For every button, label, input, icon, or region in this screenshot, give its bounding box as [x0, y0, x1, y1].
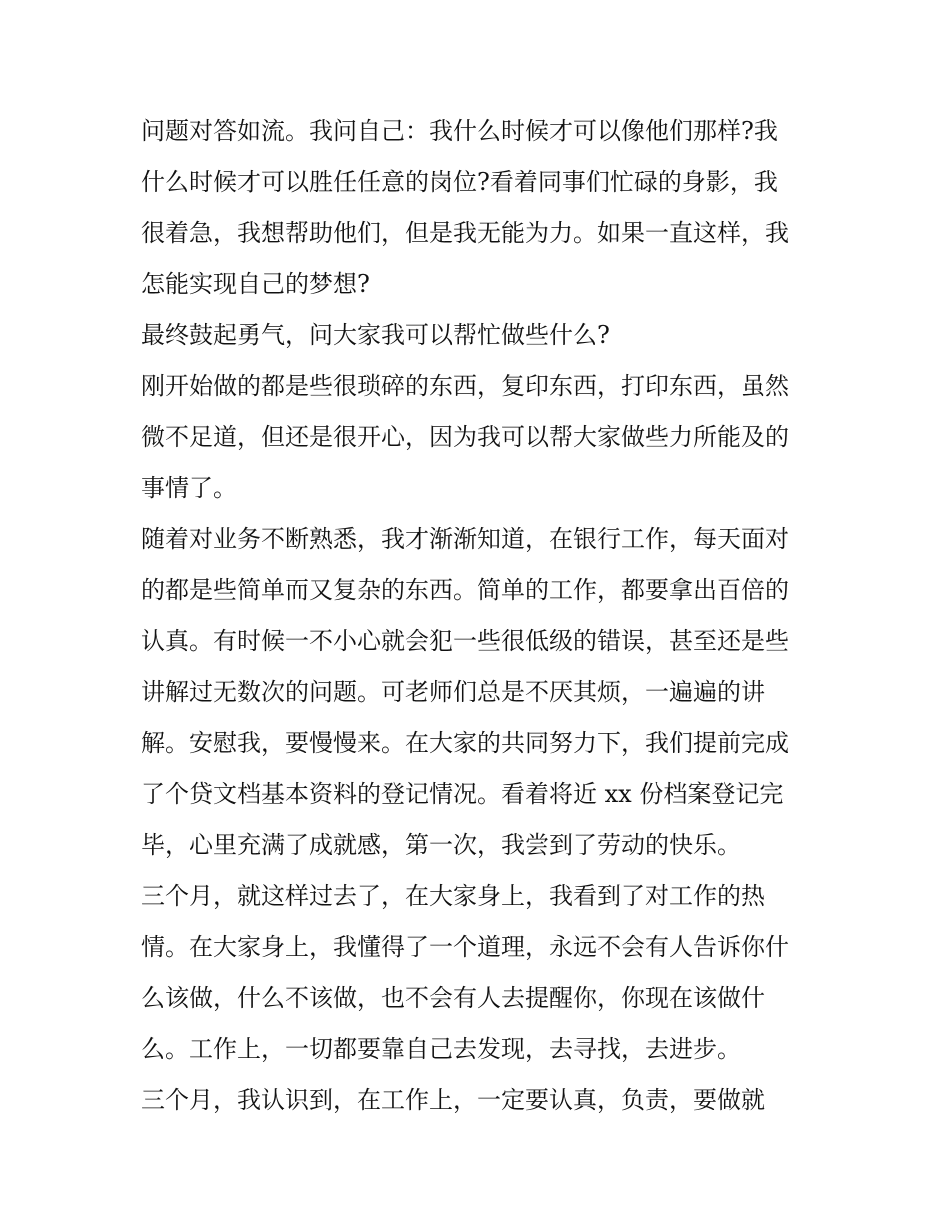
text-line: 怎能实现自己的梦想?: [141, 270, 370, 298]
text-line: 么。工作上，一切都要靠自己去发现，去寻找，去进步。: [141, 1035, 741, 1063]
text-line: 三个月，就这样过去了，在大家身上，我看到了对工作的热: [141, 882, 765, 910]
document-body: [141, 106, 821, 1126]
text-line: 最终鼓起勇气，问大家我可以帮忙做些什么?: [141, 321, 610, 349]
text-line: 的都是些简单而又复杂的东西。简单的工作，都要拿出百倍的: [141, 576, 789, 604]
text-line: 三个月，我认识到，在工作上，一定要认真，负责，要做就: [141, 1086, 765, 1114]
text-line: 随着对业务不断熟悉，我才渐渐知道，在银行工作，每天面对: [141, 525, 789, 553]
text-line: 事情了。: [141, 474, 237, 502]
text-line: 了个贷文档基本资料的登记情况。看着将近 xx 份档案登记完: [141, 780, 784, 808]
text-line: 很着急，我想帮助他们，但是我无能为力。如果一直这样，我: [141, 219, 789, 247]
text-line: 么该做，什么不该做，也不会有人去提醒你，你现在该做什: [141, 984, 765, 1012]
text-line: 认真。有时候一不小心就会犯一些很低级的错误，甚至还是些: [141, 627, 789, 655]
text-line: 微不足道，但还是很开心，因为我可以帮大家做些力所能及的: [141, 423, 789, 451]
text-line: 什么时候才可以胜任任意的岗位?看着同事们忙碌的身影，我: [141, 168, 778, 196]
text-line: 问题对答如流。我问自己：我什么时候才可以像他们那样?我: [141, 117, 778, 145]
text-line: 解。安慰我，要慢慢来。在大家的共同努力下，我们提前完成: [141, 729, 789, 757]
text-line: 刚开始做的都是些很琐碎的东西，复印东西，打印东西，虽然: [141, 372, 789, 400]
text-line: 毕，心里充满了成就感，第一次，我尝到了劳动的快乐。: [141, 831, 741, 859]
text-line: 情。在大家身上，我懂得了一个道理，永远不会有人告诉你什: [141, 933, 789, 961]
text-line: 讲解过无数次的问题。可老师们总是不厌其烦，一遍遍的讲: [141, 678, 765, 706]
